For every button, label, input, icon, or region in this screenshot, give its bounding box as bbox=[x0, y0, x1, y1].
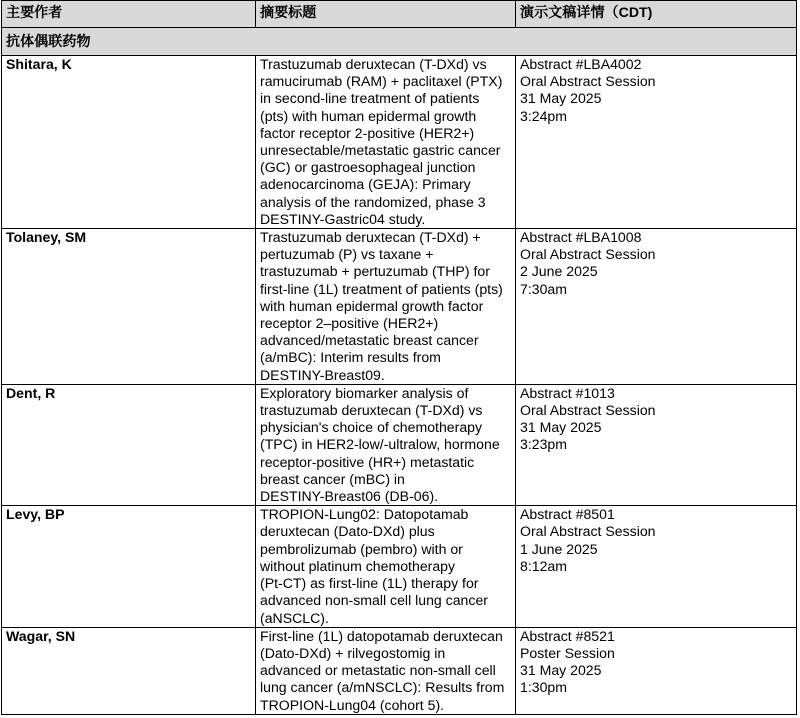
abstract-title-cell bbox=[256, 384, 516, 505]
detail-line: Oral Abstract Session bbox=[520, 73, 656, 90]
title-line: (aNSCLC). bbox=[260, 609, 329, 626]
detail-line: 3:24pm bbox=[520, 107, 568, 124]
title-line: in second-line treatment of patients bbox=[260, 90, 480, 107]
title-line: lung cancer (a/mNSCLC): Results from bbox=[260, 679, 505, 696]
detail-line: Abstract #1013 bbox=[520, 384, 615, 401]
title-line: first-line (1L) treatment of patients (pts) bbox=[260, 280, 503, 297]
title-line: trastuzumab deruxtecan (T-DXd) vs bbox=[260, 402, 483, 419]
header-row bbox=[2, 1, 797, 28]
abstract-title-cell bbox=[256, 229, 516, 385]
detail-line: 2 June 2025 bbox=[520, 263, 598, 280]
presentation-details-cell bbox=[516, 384, 797, 505]
title-line: DESTINY-Gastric04 study. bbox=[260, 210, 426, 227]
abstract-title-cell bbox=[256, 627, 516, 714]
title-line: TROPION-Lung04 (cohort 5). bbox=[260, 696, 445, 713]
presentation-details-cell bbox=[516, 506, 797, 627]
author-cell: Wagar, SN bbox=[2, 627, 256, 714]
title-line: receptor-positive (HR+) metastatic bbox=[260, 453, 475, 470]
detail-line: Oral Abstract Session bbox=[520, 402, 656, 419]
title-line: physician's choice of chemotherapy bbox=[260, 419, 483, 436]
detail-line: 31 May 2025 bbox=[520, 419, 602, 436]
title-line: pembrolizumab (pembro) with or bbox=[260, 540, 463, 557]
abstract-title-cell bbox=[256, 506, 516, 627]
table-row bbox=[2, 627, 797, 714]
title-line: TROPION-Lung02: Datopotamab bbox=[260, 506, 469, 523]
detail-line: Oral Abstract Session bbox=[520, 523, 656, 540]
title-line: with human epidermal growth factor bbox=[260, 297, 484, 314]
title-line: (Dato-DXd) + rilvegostomig in bbox=[260, 644, 446, 661]
table-row bbox=[2, 229, 797, 385]
header-details: 演示文稿详情（CDT) bbox=[516, 1, 797, 28]
author-cell: Shitara, K bbox=[2, 56, 256, 229]
title-line: First-line (1L) datopotamab deruxtecan bbox=[260, 627, 503, 644]
detail-line: Oral Abstract Session bbox=[520, 246, 656, 263]
abstracts-table bbox=[1, 0, 797, 715]
title-line: (TPC) in HER2-low/-ultralow, hormone bbox=[260, 436, 500, 453]
presentation-details-cell bbox=[516, 56, 797, 229]
title-line: DESTINY-Breast06 (DB-06). bbox=[260, 488, 439, 505]
presentation-details-cell bbox=[516, 229, 797, 385]
presentation-details-cell bbox=[516, 627, 797, 714]
detail-line: 7:30am bbox=[520, 280, 568, 297]
detail-line: 8:12am bbox=[520, 557, 568, 574]
title-line: adenocarcinoma (GEJA): Primary bbox=[260, 176, 471, 193]
title-line: factor receptor 2-positive (HER2+) bbox=[260, 124, 475, 141]
title-line: Trastuzumab deruxtecan (T-DXd) + bbox=[260, 229, 481, 246]
section-label: 抗体偶联药物 bbox=[2, 28, 797, 56]
detail-line: Poster Session bbox=[520, 644, 615, 661]
title-line: trastuzumab + pertuzumab (THP) for bbox=[260, 263, 490, 280]
title-line: (Pt-CT) as first-line (1L) therapy for bbox=[260, 575, 479, 592]
title-line: pertuzumab (P) vs taxane + bbox=[260, 246, 434, 263]
title-line: Exploratory biomarker analysis of bbox=[260, 384, 469, 401]
title-line: without platinum chemotherapy bbox=[260, 557, 456, 574]
detail-line: 3:23pm bbox=[520, 436, 568, 453]
title-line: (pts) with human epidermal growth bbox=[260, 107, 477, 124]
table-row bbox=[2, 384, 797, 505]
title-line: advanced or metastatic non-small cell bbox=[260, 662, 496, 679]
title-line: receptor 2–positive (HER2+) bbox=[260, 315, 439, 332]
detail-line: 1:30pm bbox=[520, 679, 568, 696]
title-line: unresectable/metastatic gastric cancer bbox=[260, 142, 501, 159]
table-row bbox=[2, 506, 797, 627]
detail-line: Abstract #LBA1008 bbox=[520, 229, 642, 246]
title-line: ramucirumab (RAM) + paclitaxel (PTX) bbox=[260, 73, 503, 90]
title-line: advanced non-small cell lung cancer bbox=[260, 592, 488, 609]
detail-line: Abstract #8501 bbox=[520, 506, 615, 523]
title-line: advanced/metastatic breast cancer bbox=[260, 332, 479, 349]
detail-line: 31 May 2025 bbox=[520, 662, 602, 679]
detail-line: 1 June 2025 bbox=[520, 540, 598, 557]
detail-line: 31 May 2025 bbox=[520, 90, 602, 107]
abstract-title-cell bbox=[256, 56, 516, 229]
header-author: 主要作者 bbox=[2, 1, 256, 28]
header-title: 摘要标题 bbox=[256, 1, 516, 28]
detail-line: Abstract #8521 bbox=[520, 627, 615, 644]
title-line: breast cancer (mBC) in bbox=[260, 470, 405, 487]
author-cell: Dent, R bbox=[2, 384, 256, 505]
title-line: (a/mBC): Interim results from bbox=[260, 349, 441, 366]
author-cell: Levy, BP bbox=[2, 506, 256, 627]
author-cell: Tolaney, SM bbox=[2, 229, 256, 385]
title-line: Trastuzumab deruxtecan (T-DXd) vs bbox=[260, 56, 487, 72]
detail-line: Abstract #LBA4002 bbox=[520, 56, 642, 72]
title-line: analysis of the randomized, phase 3 bbox=[260, 193, 486, 210]
title-line: deruxtecan (Dato-DXd) plus bbox=[260, 523, 435, 540]
title-line: (GC) or gastroesophageal junction bbox=[260, 159, 476, 176]
title-line: DESTINY-Breast09. bbox=[260, 366, 385, 383]
section-row bbox=[2, 28, 797, 56]
table-row bbox=[2, 56, 797, 229]
